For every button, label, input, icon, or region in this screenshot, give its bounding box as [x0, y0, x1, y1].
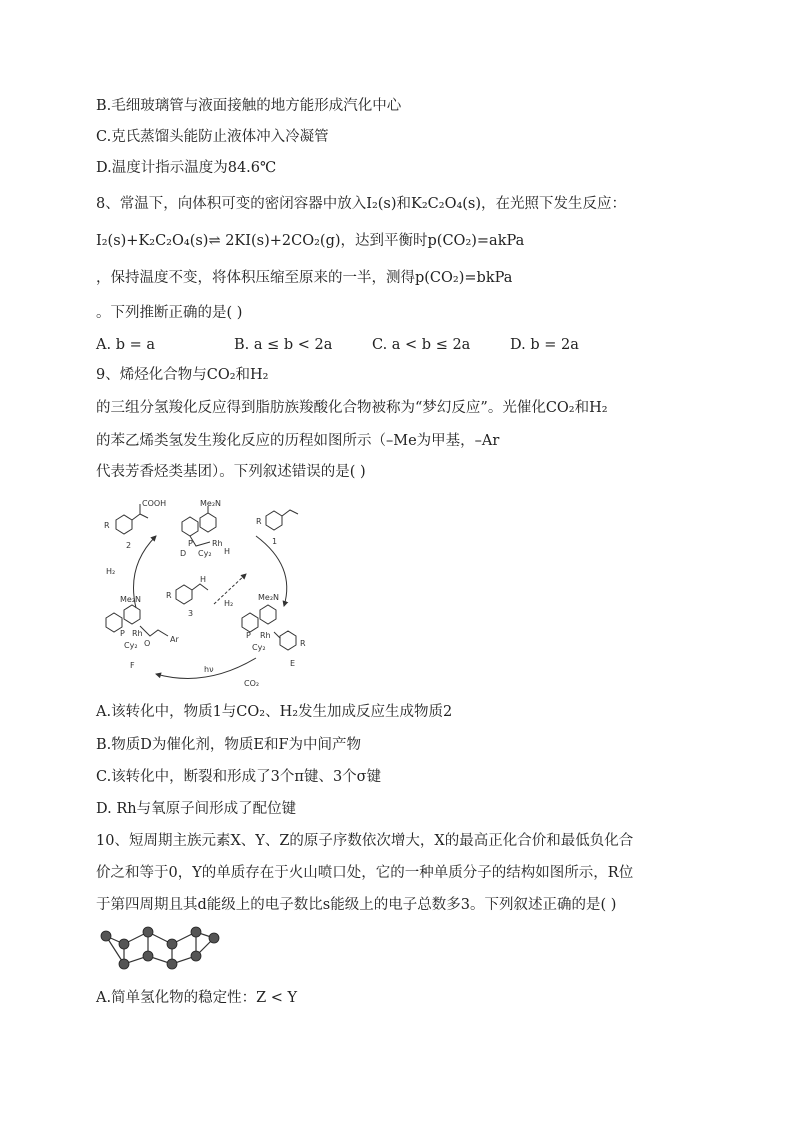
q9-stem-line4: 代表芳香烃类基团）。下列叙述错误的是( ) — [96, 464, 366, 480]
q8-equation: I₂(s)+K₂C₂O₄(s)⇌ 2KI(s)+2CO₂(g)，达到平衡时p(CO₂)=akPa — [96, 233, 525, 249]
q10-stem-line3: 于第四周期且其d能级上的电子数比s能级上的电子总数多3。下列叙述正确的是( ) — [96, 897, 617, 913]
q9-stem-line3: 的苯乙烯类氢发生羧化反应的历程如图所示（–Me为甲基，–Ar — [96, 433, 500, 449]
q8-stem-line1: 8、常温下，向体积可变的密闭容器中放入I₂(s)和K₂C₂O₄(s)，在光照下发生反应： — [96, 196, 627, 212]
cy2-label-f: Cy₂ — [124, 641, 138, 650]
s8-molecule-diagram — [96, 922, 226, 974]
compound-2-label: 2 — [126, 541, 132, 550]
r-label-3: R — [166, 591, 172, 600]
q9-option-c: C.该转化中，断裂和形成了3个π键、3个σ键 — [96, 769, 382, 785]
me2n-label-f: Me₂N — [120, 595, 142, 604]
h2-label-center: H₂ — [224, 599, 234, 608]
r-label-1: R — [256, 517, 262, 526]
p-label-e: P — [246, 631, 251, 640]
co2-label: CO₂ — [244, 679, 260, 688]
q7-option-d: D.温度计指示温度为84.6℃ — [96, 160, 277, 176]
q10-option-a: A.简单氢化物的稳定性：Z < Y — [96, 990, 298, 1006]
r-label-e: R — [300, 639, 306, 648]
compound-3-label: 3 — [188, 609, 194, 618]
q9-option-b: B.物质D为催化剂，物质E和F为中间产物 — [96, 737, 362, 753]
q8-stem-line3: 。下列推断正确的是( ) — [96, 305, 243, 321]
q8-option-d: D. b = 2a — [510, 337, 579, 353]
h-label-3: H — [200, 575, 207, 584]
me2n-label-d: Me₂N — [200, 499, 222, 508]
q8-option-c: C. a < b ≤ 2a — [372, 337, 471, 353]
hv-label: hν — [204, 665, 214, 674]
cy2-label-d: Cy₂ — [198, 549, 212, 558]
q8-stem-line2: ，保持温度不变，将体积压缩至原来的一半，测得p(CO₂)=bkPa — [96, 270, 513, 286]
q10-stem-line1: 10、短周期主族元素X、Y、Z的原子序数依次增大，X的最高正化合价和最低负化合 — [96, 833, 634, 849]
q7-option-c: C.克氏蒸馏头能防止液体冲入冷凝管 — [96, 129, 329, 145]
q8-option-a: A. b = a — [96, 337, 155, 353]
q9-stem-line1: 9、烯烃化合物与CO₂和H₂ — [96, 367, 269, 383]
q9-option-a: A.该转化中，物质1与CO₂、H₂发生加成反应生成物质2 — [96, 704, 453, 720]
me2n-label-e: Me₂N — [258, 593, 280, 602]
ar-label-f: Ar — [170, 635, 179, 644]
h2-label-left: H₂ — [106, 567, 116, 576]
o-label-f: O — [144, 639, 151, 648]
q10-stem-line2: 价之和等于0，Y的单质存在于火山喷口处，它的一种单质分子的结构如图所示，R位 — [96, 865, 634, 881]
cy2-label-e: Cy₂ — [252, 643, 266, 652]
compound-1-label: 1 — [272, 537, 278, 546]
q7-option-b: B.毛细玻璃管与液面接触的地方能形成汽化中心 — [96, 98, 402, 114]
r-label-2: R — [104, 521, 110, 530]
p-label-d: P — [188, 539, 193, 548]
rh-label-d: Rh — [212, 539, 223, 548]
compound-e-label: E — [290, 659, 296, 668]
cooh-label: COOH — [142, 499, 167, 508]
p-label-f: P — [120, 629, 125, 638]
rh-label-e: Rh — [260, 631, 271, 640]
catalytic-cycle-diagram — [96, 496, 356, 696]
compound-f-label: F — [130, 661, 135, 670]
compound-d-label: D — [180, 549, 187, 558]
q8-option-b: B. a ≤ b < 2a — [234, 337, 333, 353]
rh-label-f: Rh — [132, 629, 143, 638]
q9-stem-line2: 的三组分氢羧化反应得到脂肪族羧酸化合物被称为“梦幻反应”。光催化CO₂和H₂ — [96, 400, 608, 416]
h-label-d: H — [224, 547, 231, 556]
q9-option-d: D. Rh与氧原子间形成了配位键 — [96, 801, 297, 817]
